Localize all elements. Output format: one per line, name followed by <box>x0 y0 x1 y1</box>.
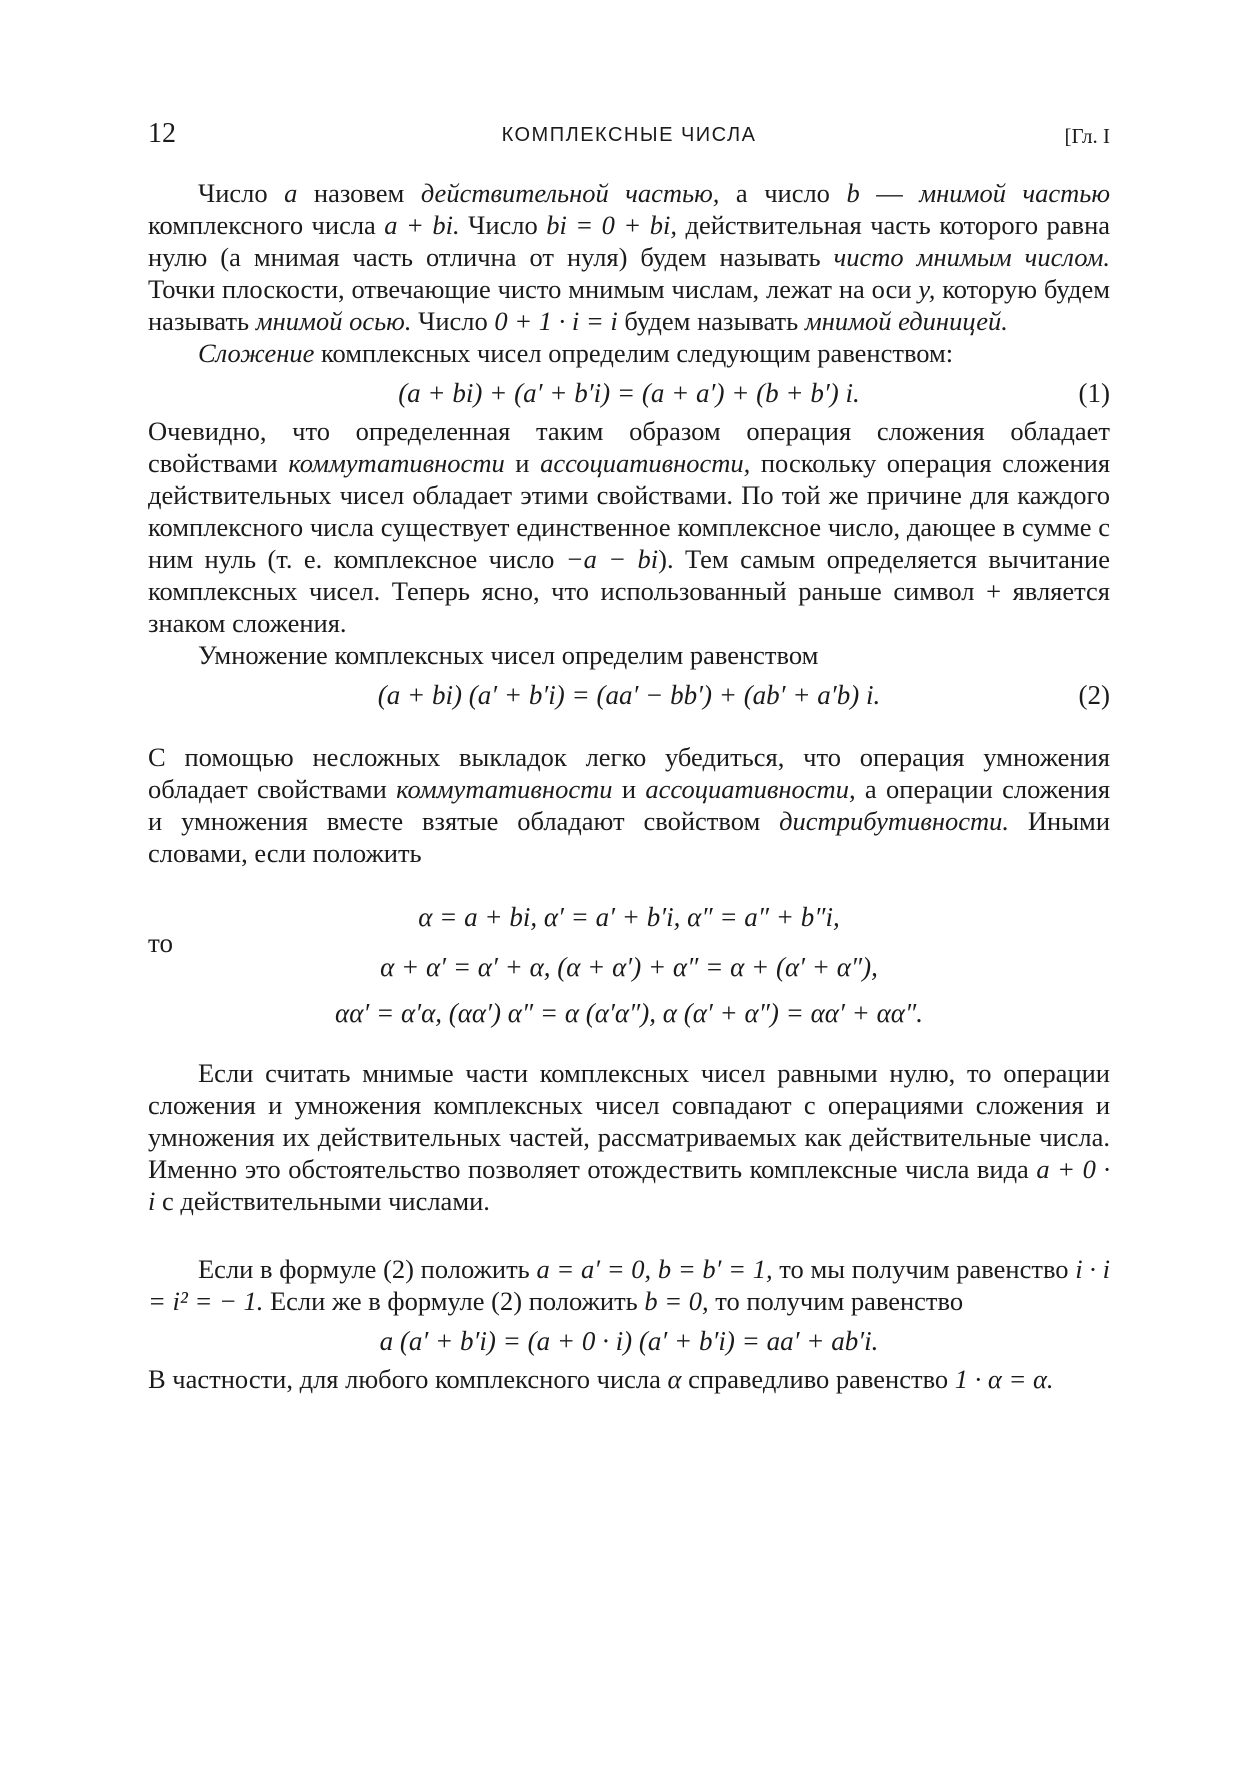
term-pure-imaginary: чисто мнимым числом. <box>833 242 1110 272</box>
paragraph-addition-properties: Очевидно, что определенная таким образом операция сложения обладает свойствами коммутативности и ассоциативности, поскольку операция сложения действительных чисел обладает этими свойствами. По той же причине для каждого комплексного числа существует единственное комплексное число, дающее в сумме с ним нуль (т. е. комплексное число −a − bi). Тем самым определяется вычитание комплексных чисел. Теперь ясно, что использованный раньше символ + является знаком сложения. <box>148 416 1111 638</box>
equation-2-number: (2) <box>1078 680 1110 710</box>
chapter-marker: [Гл. I <box>1064 124 1110 148</box>
equation-3 <box>148 1325 1110 1357</box>
word-to: то <box>148 928 173 958</box>
running-header <box>148 118 1110 158</box>
term-imaginary-unit: мнимой единицей. <box>804 306 1008 336</box>
identities-block <box>148 881 1110 1028</box>
paragraph-real-identification: Если считать мнимые части комплексных чисел равными нулю, то операции сложения и умножения комплексных чисел совпадают с операциями сложения и умножения их действительных частей, рассматриваемых как действительные числа. Именно это обстоятельство позволяет отождествить комплексные числа вида a + 0 · i с действительными числами. <box>148 1058 1110 1216</box>
equation-3-formula: a (a′ + b′i) = (a + 0 · i) (a′ + b′i) = aa′ + ab′i. <box>379 1326 879 1356</box>
identity-line-1: α = a + bi, α′ = a′ + b′i, α″ = a″ + b″i, <box>418 902 840 932</box>
equation-2-formula: (a + bi) (a′ + b′i) = (aa′ − bb′) + (ab′ + a′b) i. <box>377 680 881 710</box>
paragraph-addition: Сложение комплексных чисел определим следующим равенством: <box>198 338 954 368</box>
paragraph-unit-identity: В частности, для любого комплексного числа α справедливо равенство 1 · α = α. <box>148 1364 1054 1394</box>
paragraph-multiplication-properties: С помощью несложных выкладок легко убедиться, что операция умножения обладает свойствами коммутативности и ассоциативности, а операции сложения и умножения вместе взятые обладают свойством дистрибутивности. Иными словами, если положить <box>148 742 1111 868</box>
equation-1-formula: (a + bi) + (a′ + b′i) = (a + a′) + (b + b′) i. <box>398 378 860 408</box>
page-number: 12 <box>148 118 176 149</box>
equation-2 <box>148 679 1110 711</box>
paragraph-definitions: Число a назовем действительной частью, а число b — мнимой частью комплексного числа a + bi. Число bi = 0 + bi, действительная часть которого равна нулю (а мнимая часть отлична от нуля) будем называть чисто мнимым числом. Точки плоскости, отвечающие чисто мнимым числам, лежат на оси y, которую будем называть мнимой осью. Число 0 + 1 · i = i будем называть мнимой единицей. <box>148 178 1111 336</box>
running-title: КОМПЛЕКСНЫЕ ЧИСЛА <box>501 124 757 146</box>
term-imaginary-part: мнимой частью <box>919 178 1111 208</box>
equation-1 <box>148 377 1110 409</box>
paragraph-i-squared: Если в формуле (2) положить a = a′ = 0, b = b′ = 1, то мы получим равенство i · i = i² = − 1. Если же в формуле (2) положить b = 0, то получим равенство <box>148 1254 1110 1316</box>
term-addition: Сложение <box>198 338 315 368</box>
term-imaginary-axis: мнимой осью. <box>255 306 412 336</box>
term-real-part: действительной частью, <box>420 178 720 208</box>
equation-1-number: (1) <box>1078 378 1110 408</box>
identity-line-3: αα′ = α′α, (αα′) α″ = α (α′α″), α (α′ + α″) = αα′ + αα″. <box>335 998 923 1028</box>
identity-line-2: α + α′ = α′ + α, (α + α′) + α″ = α + (α′ + α″), <box>380 952 878 982</box>
page-body <box>148 177 1110 1395</box>
paragraph-multiplication: Умножение комплексных чисел определим равенством <box>198 640 819 670</box>
